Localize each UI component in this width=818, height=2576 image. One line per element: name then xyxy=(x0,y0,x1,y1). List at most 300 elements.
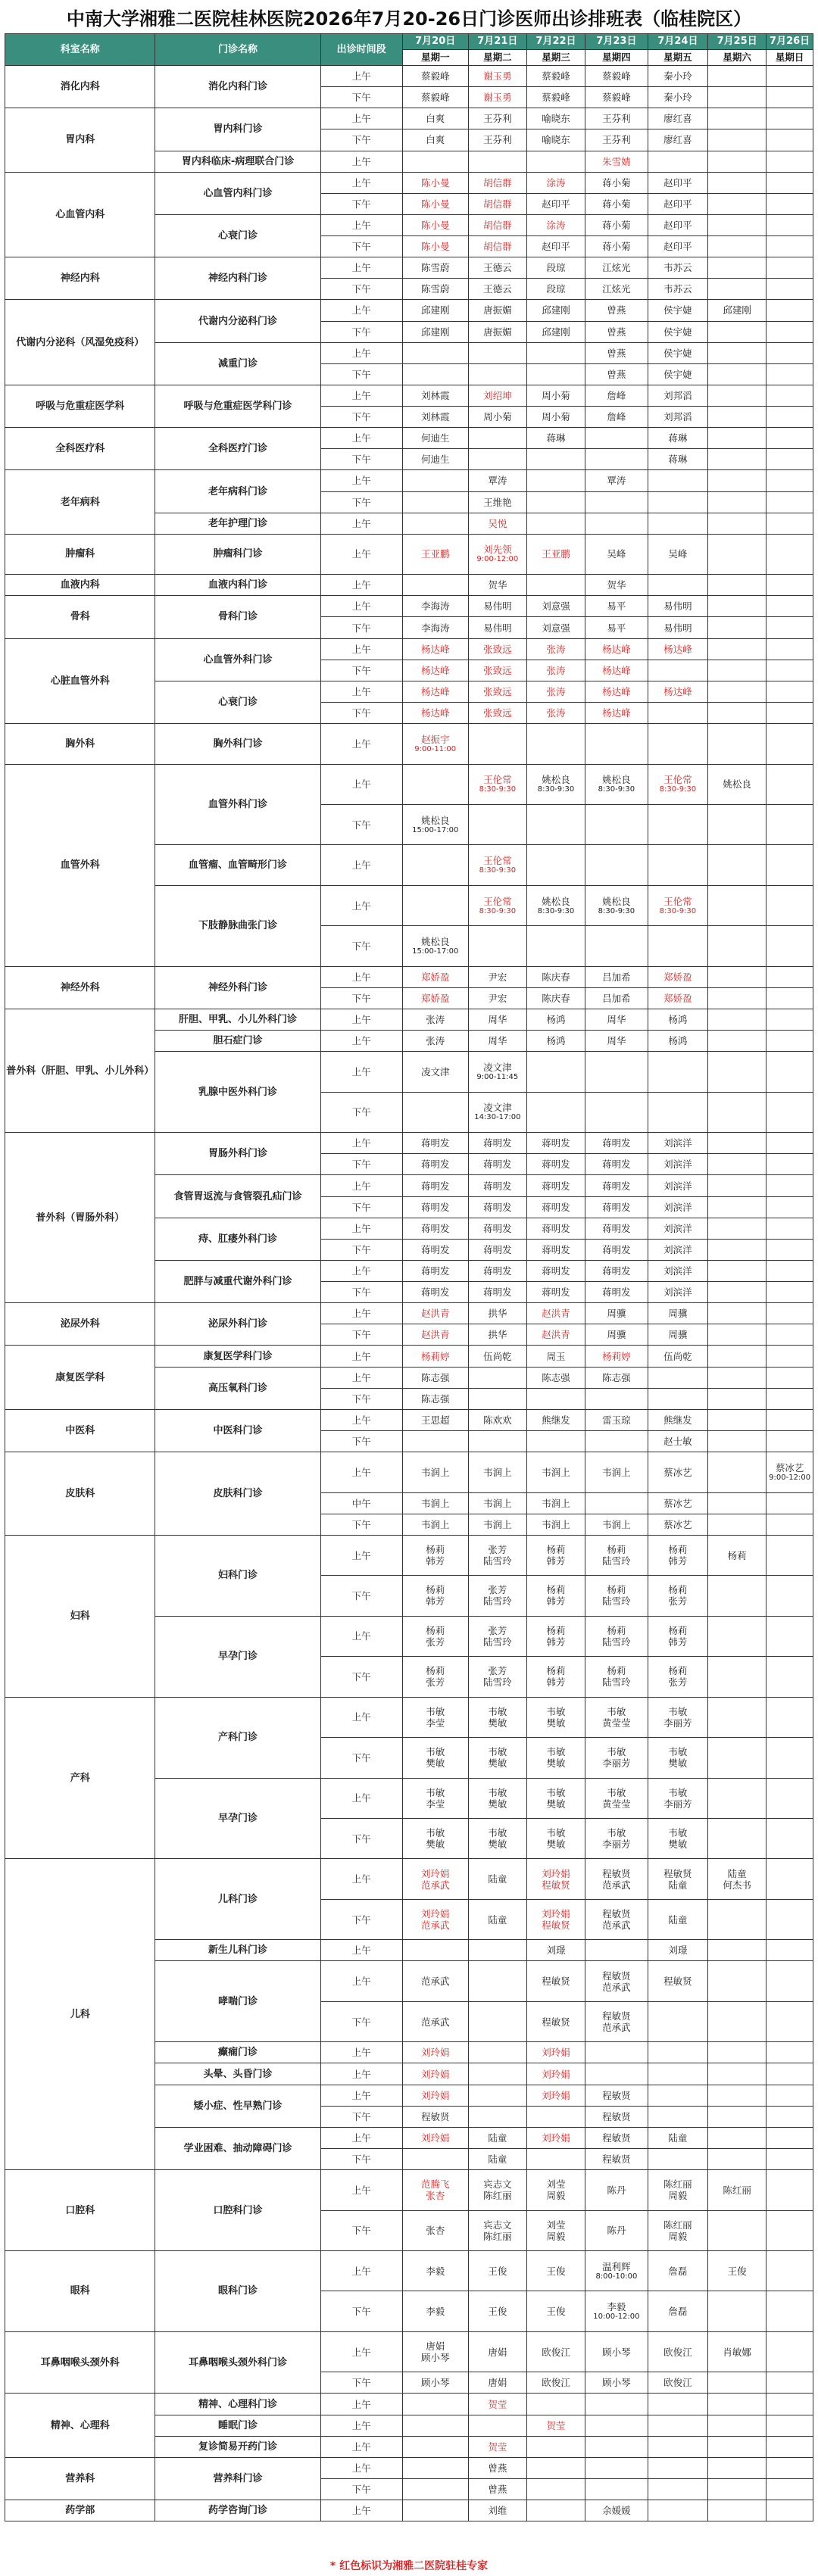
doctor-cell xyxy=(648,385,707,406)
doctor-cell xyxy=(402,638,468,660)
doctor-cell xyxy=(402,2251,468,2291)
doctor-name: 杨莉 xyxy=(546,1624,566,1636)
doctor-cell xyxy=(648,1052,707,1092)
doctor-name: 姚松良 xyxy=(542,774,570,786)
doctor-cell xyxy=(402,2331,468,2372)
doctor-name: 吕加希 xyxy=(602,971,631,983)
doctor-name: 侯宇婕 xyxy=(663,347,692,359)
dept-name: 心脏血管外科 xyxy=(5,638,155,724)
doctor-cell xyxy=(766,1961,813,2001)
doctor-cell xyxy=(402,279,468,300)
doctor-cell xyxy=(585,1576,648,1616)
doctor-name: 范承武 xyxy=(420,1976,450,1988)
doctor-name: 刘玲娟 xyxy=(542,1908,570,1920)
doctor-cell xyxy=(468,1239,526,1260)
doctor-name: 雷玉琼 xyxy=(602,1414,631,1426)
doctor-name: 杨鸿 xyxy=(668,1035,688,1047)
doctor-name: 陈红丽 xyxy=(663,2178,692,2191)
doctor-cell xyxy=(526,1940,585,1961)
doctor-cell xyxy=(585,1009,648,1031)
doctor-cell xyxy=(648,596,707,617)
doctor-cell xyxy=(708,2170,766,2210)
doctor-cell xyxy=(648,172,707,193)
doctor-name: 张芳 xyxy=(426,1636,445,1648)
doctor-name: 范承武 xyxy=(602,1920,631,1932)
doctor-cell xyxy=(648,1196,707,1218)
period-cell: 下午 xyxy=(320,2106,402,2127)
doctor-name: 杨达峰 xyxy=(420,707,450,719)
doctor-cell xyxy=(766,2372,813,2394)
doctor-name: 邱建刚 xyxy=(420,326,450,338)
period-cell: 上午 xyxy=(320,724,402,764)
doctor-name: 韦敏 xyxy=(607,1746,626,1758)
doctor-name: 陆童 xyxy=(488,1873,507,1885)
doctor-cell xyxy=(766,617,813,638)
doctor-name: 李丽芳 xyxy=(663,1798,692,1810)
doctor-name: 程敏贤 xyxy=(602,2089,631,2101)
doctor-cell xyxy=(648,2478,707,2500)
doctor-cell xyxy=(526,638,585,660)
doctor-cell xyxy=(766,1738,813,1778)
doctor-name: 韦敏 xyxy=(488,1705,507,1717)
period-cell: 上午 xyxy=(320,2436,402,2457)
schedule-row xyxy=(5,966,813,987)
schedule-row xyxy=(5,1303,813,1324)
doctor-cell xyxy=(766,2251,813,2291)
doctor-name: 韩芳 xyxy=(546,1595,566,1608)
doctor-cell xyxy=(766,2331,813,2372)
doctor-cell xyxy=(526,1239,585,1260)
doctor-cell xyxy=(468,1616,526,1656)
doctor-cell xyxy=(766,1899,813,1939)
doctor-name: 韦敏 xyxy=(607,1827,626,1839)
doctor-cell xyxy=(585,1133,648,1154)
doctor-name: 陆雪玲 xyxy=(602,1595,631,1608)
period-cell: 下午 xyxy=(320,1388,402,1409)
doctor-cell xyxy=(648,724,707,764)
dept-name: 药学部 xyxy=(5,2500,155,2521)
doctor-cell xyxy=(402,1697,468,1737)
doctor-cell xyxy=(708,1218,766,1239)
doctor-name: 程敏贤 xyxy=(663,1976,692,1988)
doctor-name: 欧俊江 xyxy=(542,2377,570,2389)
doctor-name: 蔡冰艺 xyxy=(663,1466,692,1478)
doctor-cell xyxy=(526,1303,585,1324)
doctor-cell xyxy=(526,1009,585,1031)
doctor-name: 张杏 xyxy=(426,2190,445,2202)
doctor-name: 刘璟 xyxy=(668,1944,688,1957)
doctor-cell xyxy=(402,1009,468,1031)
period-cell: 下午 xyxy=(320,2001,402,2041)
doctor-name: 周骥 xyxy=(668,1329,688,1341)
doctor-cell xyxy=(526,1092,585,1132)
doctor-cell xyxy=(648,1899,707,1939)
doctor-name: 廖红喜 xyxy=(663,113,692,125)
doctor-cell xyxy=(766,1282,813,1303)
doctor-name: 杨莉 xyxy=(668,1665,688,1677)
doctor-cell xyxy=(468,1324,526,1346)
doctor-cell xyxy=(766,1616,813,1656)
doctor-name: 李海涛 xyxy=(420,600,450,613)
doctor-name: 刘玲娟 xyxy=(542,2047,570,2059)
doctor-name: 陈小曼 xyxy=(420,176,450,189)
doctor-name: 樊敏 xyxy=(426,1838,445,1851)
dept-name: 骨科 xyxy=(5,596,155,638)
dept-name: 口腔科 xyxy=(5,2170,155,2251)
doctor-name: 李毅 xyxy=(607,2301,626,2313)
doctor-cell xyxy=(585,1324,648,1346)
doctor-cell xyxy=(402,534,468,574)
period-cell: 下午 xyxy=(320,1514,402,1535)
doctor-name: 王伦常 xyxy=(483,855,512,867)
doctor-cell xyxy=(526,428,585,449)
doctor-name: 易平 xyxy=(607,600,626,613)
dept-name: 营养科 xyxy=(5,2457,155,2500)
doctor-name: 张致远 xyxy=(483,643,512,655)
doctor-cell xyxy=(468,2085,526,2106)
doctor-cell xyxy=(708,804,766,844)
doctor-cell xyxy=(402,1133,468,1154)
doctor-cell xyxy=(708,966,766,987)
doctor-name: 韦敏 xyxy=(546,1705,566,1717)
doctor-name: 姚松良 xyxy=(602,774,631,786)
doctor-name: 张致远 xyxy=(483,685,512,697)
doctor-cell xyxy=(648,2251,707,2291)
doctor-name: 韦敏 xyxy=(546,1786,566,1798)
doctor-name: 刘林霞 xyxy=(420,411,450,423)
schedule-row xyxy=(5,66,813,87)
doctor-name: 蔡毅峰 xyxy=(420,92,450,104)
doctor-cell xyxy=(468,1388,526,1409)
weekday-header: 星期三 xyxy=(526,50,585,66)
doctor-cell xyxy=(766,1657,813,1697)
doctor-name: 江炫光 xyxy=(602,262,631,274)
doctor-cell xyxy=(468,129,526,151)
doctor-cell xyxy=(585,1218,648,1239)
schedule-row xyxy=(5,638,813,660)
doctor-name: 陆童 xyxy=(727,1867,747,1879)
doctor-name: 韦敏 xyxy=(668,1827,688,1839)
doctor-cell xyxy=(526,193,585,214)
schedule-row xyxy=(5,470,813,491)
doctor-cell xyxy=(766,108,813,129)
doctor-name: 杨达峰 xyxy=(602,707,631,719)
doctor-cell xyxy=(708,87,766,108)
doctor-name: 蔡冰艺 xyxy=(663,1497,692,1509)
doctor-cell xyxy=(708,1282,766,1303)
doctor-name: 程敏贤 xyxy=(663,1867,692,1879)
doctor-cell xyxy=(468,108,526,129)
doctor-cell xyxy=(766,2106,813,2127)
doctor-cell xyxy=(766,1778,813,1818)
doctor-name: 黄莹莹 xyxy=(602,1798,631,1810)
doctor-name: 谢玉勇 xyxy=(483,70,512,83)
doctor-cell xyxy=(468,214,526,235)
doctor-cell xyxy=(402,1154,468,1175)
doctor-cell xyxy=(585,1092,648,1132)
doctor-cell xyxy=(708,1239,766,1260)
doctor-name: 顾小琴 xyxy=(602,2377,631,2389)
doctor-cell xyxy=(708,2415,766,2436)
doctor-cell xyxy=(526,87,585,108)
doctor-name: 程敏贤 xyxy=(602,2153,631,2166)
doctor-name: 喻晓东 xyxy=(542,113,570,125)
doctor-cell xyxy=(648,660,707,681)
header-row xyxy=(5,34,813,50)
doctor-cell xyxy=(526,534,585,574)
doctor-name: 陈欢欢 xyxy=(483,1414,512,1426)
doctor-name: 程敏贤 xyxy=(602,2010,631,2022)
doctor-cell xyxy=(585,1196,648,1218)
doctor-cell xyxy=(708,193,766,214)
doctor-name: 赵士敏 xyxy=(663,1436,692,1448)
doctor-cell xyxy=(526,2457,585,2478)
period-cell: 上午 xyxy=(320,1367,402,1388)
doctor-cell xyxy=(766,724,813,764)
period-cell: 下午 xyxy=(320,2372,402,2394)
schedule-row xyxy=(5,385,813,406)
doctor-cell xyxy=(585,1657,648,1697)
doctor-cell xyxy=(585,1535,648,1575)
doctor-name: 陈庆春 xyxy=(542,992,570,1004)
doctor-name: 张芳 xyxy=(488,1624,507,1636)
clinic-name: 老年护理门诊 xyxy=(155,513,320,534)
doctor-cell xyxy=(526,2291,585,2331)
doctor-name: 范承武 xyxy=(420,1879,450,1891)
doctor-cell xyxy=(708,1388,766,1409)
doctor-name: 周毅 xyxy=(546,2230,566,2242)
clinic-name: 神经内科门诊 xyxy=(155,257,320,300)
doctor-cell xyxy=(526,1697,585,1737)
doctor-cell xyxy=(766,596,813,617)
doctor-cell xyxy=(766,987,813,1009)
time-note: 8:00-10:00 xyxy=(595,2272,638,2281)
schedule-row xyxy=(5,2170,813,2210)
doctor-name: 程敏贤 xyxy=(602,2110,631,2122)
doctor-cell xyxy=(402,363,468,385)
period-cell: 下午 xyxy=(320,407,402,428)
doctor-cell xyxy=(468,491,526,513)
doctor-name: 刘林霞 xyxy=(420,389,450,401)
doctor-cell xyxy=(585,1452,648,1492)
doctor-name: 杨达峰 xyxy=(420,664,450,676)
dept-name: 中医科 xyxy=(5,1409,155,1452)
doctor-cell xyxy=(402,2210,468,2250)
doctor-cell xyxy=(648,681,707,702)
dept-name: 普外科（胃肠外科） xyxy=(5,1133,155,1303)
doctor-cell xyxy=(526,617,585,638)
doctor-cell xyxy=(468,1282,526,1303)
doctor-cell xyxy=(708,596,766,617)
clinic-name: 肿瘤科门诊 xyxy=(155,534,320,574)
doctor-cell xyxy=(402,660,468,681)
doctor-cell xyxy=(402,987,468,1009)
doctor-cell xyxy=(766,1324,813,1346)
weekday-header: 星期四 xyxy=(585,50,648,66)
doctor-cell xyxy=(468,1031,526,1052)
dept-name: 胸外科 xyxy=(5,724,155,764)
doctor-name: 詹峰 xyxy=(607,411,626,423)
period-cell: 下午 xyxy=(320,1154,402,1175)
doctor-cell xyxy=(585,1303,648,1324)
doctor-name: 蒋小菊 xyxy=(602,198,631,210)
doctor-cell xyxy=(648,987,707,1009)
doctor-name: 李毅 xyxy=(426,2306,445,2318)
doctor-name: 蒋明发 xyxy=(602,1159,631,1171)
doctor-name: 陆童 xyxy=(488,2153,507,2166)
doctor-name: 周华 xyxy=(488,1035,507,1047)
doctor-cell xyxy=(526,363,585,385)
doctor-cell xyxy=(468,1175,526,1196)
doctor-cell xyxy=(468,1367,526,1388)
clinic-name: 代谢内分泌科门诊 xyxy=(155,300,320,342)
doctor-cell xyxy=(526,1282,585,1303)
doctor-cell xyxy=(468,470,526,491)
period-cell: 下午 xyxy=(320,1818,402,1858)
doctor-cell xyxy=(402,129,468,151)
doctor-cell xyxy=(648,363,707,385)
doctor-name: 张芳 xyxy=(488,1665,507,1677)
doctor-cell xyxy=(648,2291,707,2331)
doctor-cell xyxy=(708,1818,766,1858)
doctor-name: 范承武 xyxy=(602,1981,631,1993)
date-header: 7月23日 xyxy=(585,34,648,50)
doctor-cell xyxy=(402,513,468,534)
doctor-cell xyxy=(648,1260,707,1281)
period-cell: 上午 xyxy=(320,1452,402,1492)
doctor-cell xyxy=(585,2106,648,2127)
doctor-cell xyxy=(708,407,766,428)
period-cell: 上午 xyxy=(320,1697,402,1737)
doctor-name: 蒋明发 xyxy=(542,1201,570,1213)
doctor-name: 詹峰 xyxy=(607,389,626,401)
doctor-cell xyxy=(585,1492,648,1514)
doctor-cell xyxy=(766,2042,813,2063)
doctor-cell xyxy=(766,1260,813,1281)
doctor-cell xyxy=(766,449,813,470)
doctor-name: 周小菊 xyxy=(483,411,512,423)
doctor-name: 程敏贤 xyxy=(542,1879,570,1891)
doctor-name: 韦敏 xyxy=(426,1786,445,1798)
doctor-cell xyxy=(648,2394,707,2415)
doctor-cell xyxy=(648,2170,707,2210)
doctor-cell xyxy=(766,966,813,987)
doctor-name: 韦敏 xyxy=(607,1786,626,1798)
doctor-cell xyxy=(526,2148,585,2169)
dept-name: 血液内科 xyxy=(5,575,155,596)
doctor-cell xyxy=(402,236,468,257)
weekday-header: 星期日 xyxy=(766,50,813,66)
doctor-cell xyxy=(468,2457,526,2478)
doctor-cell xyxy=(708,2372,766,2394)
doctor-cell xyxy=(468,2394,526,2415)
period-cell: 下午 xyxy=(320,2210,402,2250)
doctor-name: 刘玲娟 xyxy=(542,2132,570,2144)
doctor-cell xyxy=(766,1009,813,1031)
doctor-name: 蒋明发 xyxy=(420,1265,450,1277)
period-cell: 下午 xyxy=(320,363,402,385)
time-note: 8:30-9:30 xyxy=(598,906,635,915)
doctor-cell xyxy=(766,151,813,172)
period-cell: 上午 xyxy=(320,2331,402,2372)
doctor-cell xyxy=(708,1492,766,1514)
doctor-cell xyxy=(708,1009,766,1031)
doctor-cell xyxy=(585,193,648,214)
clinic-name: 血管外科门诊 xyxy=(155,764,320,845)
doctor-name: 蒋明发 xyxy=(483,1286,512,1299)
doctor-cell xyxy=(585,87,648,108)
doctor-cell xyxy=(585,2251,648,2291)
doctor-cell xyxy=(648,1282,707,1303)
doctor-cell xyxy=(468,1218,526,1239)
doctor-name: 王俊 xyxy=(546,2306,566,2318)
doctor-cell xyxy=(766,470,813,491)
doctor-name: 蔡毅峰 xyxy=(602,70,631,83)
doctor-cell xyxy=(648,2372,707,2394)
doctor-cell xyxy=(468,1092,526,1132)
doctor-cell xyxy=(468,804,526,844)
doctor-name: 韦润上 xyxy=(420,1466,450,1478)
doctor-name: 白爽 xyxy=(426,113,445,125)
doctor-cell xyxy=(526,2001,585,2041)
schedule-row xyxy=(5,1535,813,1575)
schedule-row xyxy=(5,1346,813,1367)
time-note: 15:00-17:00 xyxy=(412,947,459,956)
clinic-name: 学业困难、抽动障碍门诊 xyxy=(155,2127,320,2169)
doctor-cell xyxy=(468,1576,526,1616)
doctor-cell xyxy=(468,385,526,406)
doctor-cell xyxy=(585,966,648,987)
doctor-cell xyxy=(402,2457,468,2478)
doctor-cell xyxy=(766,681,813,702)
doctor-name: 韦敏 xyxy=(546,1746,566,1758)
doctor-cell xyxy=(766,385,813,406)
time-note: 9:00-12:00 xyxy=(476,555,519,564)
doctor-cell xyxy=(648,1092,707,1132)
doctor-cell xyxy=(708,1303,766,1324)
doctor-cell xyxy=(526,1859,585,1899)
doctor-name: 陆雪玲 xyxy=(483,1676,512,1689)
schedule-row xyxy=(5,2394,813,2415)
doctor-cell xyxy=(648,1409,707,1430)
time-note: 8:30-9:30 xyxy=(598,785,635,794)
doctor-cell xyxy=(468,2148,526,2169)
doctor-cell xyxy=(468,1818,526,1858)
doctor-cell xyxy=(526,2394,585,2415)
doctor-cell xyxy=(526,1196,585,1218)
doctor-name: 蔡冰艺 xyxy=(663,1518,692,1530)
doctor-name: 王俊 xyxy=(488,2306,507,2318)
doctor-cell xyxy=(402,1818,468,1858)
doctor-name: 蒋明发 xyxy=(602,1137,631,1149)
doctor-name: 王思超 xyxy=(420,1414,450,1426)
doctor-cell xyxy=(766,193,813,214)
doctor-name: 刘维 xyxy=(488,2505,507,2517)
doctor-name: 刘滨洋 xyxy=(663,1265,692,1277)
doctor-cell xyxy=(585,1367,648,1388)
doctor-cell xyxy=(468,1260,526,1281)
doctor-name: 程敏贤 xyxy=(420,2110,450,2122)
doctor-cell xyxy=(708,2500,766,2521)
doctor-name: 樊敏 xyxy=(668,1838,688,1851)
doctor-name: 陈志强 xyxy=(602,1371,631,1383)
doctor-name: 韦润上 xyxy=(602,1518,631,1530)
doctor-cell xyxy=(526,1430,585,1452)
doctor-cell xyxy=(708,449,766,470)
doctor-name: 贺莹 xyxy=(488,2440,507,2453)
schedule-table xyxy=(5,33,813,2521)
doctor-name: 郑娇盈 xyxy=(663,971,692,983)
